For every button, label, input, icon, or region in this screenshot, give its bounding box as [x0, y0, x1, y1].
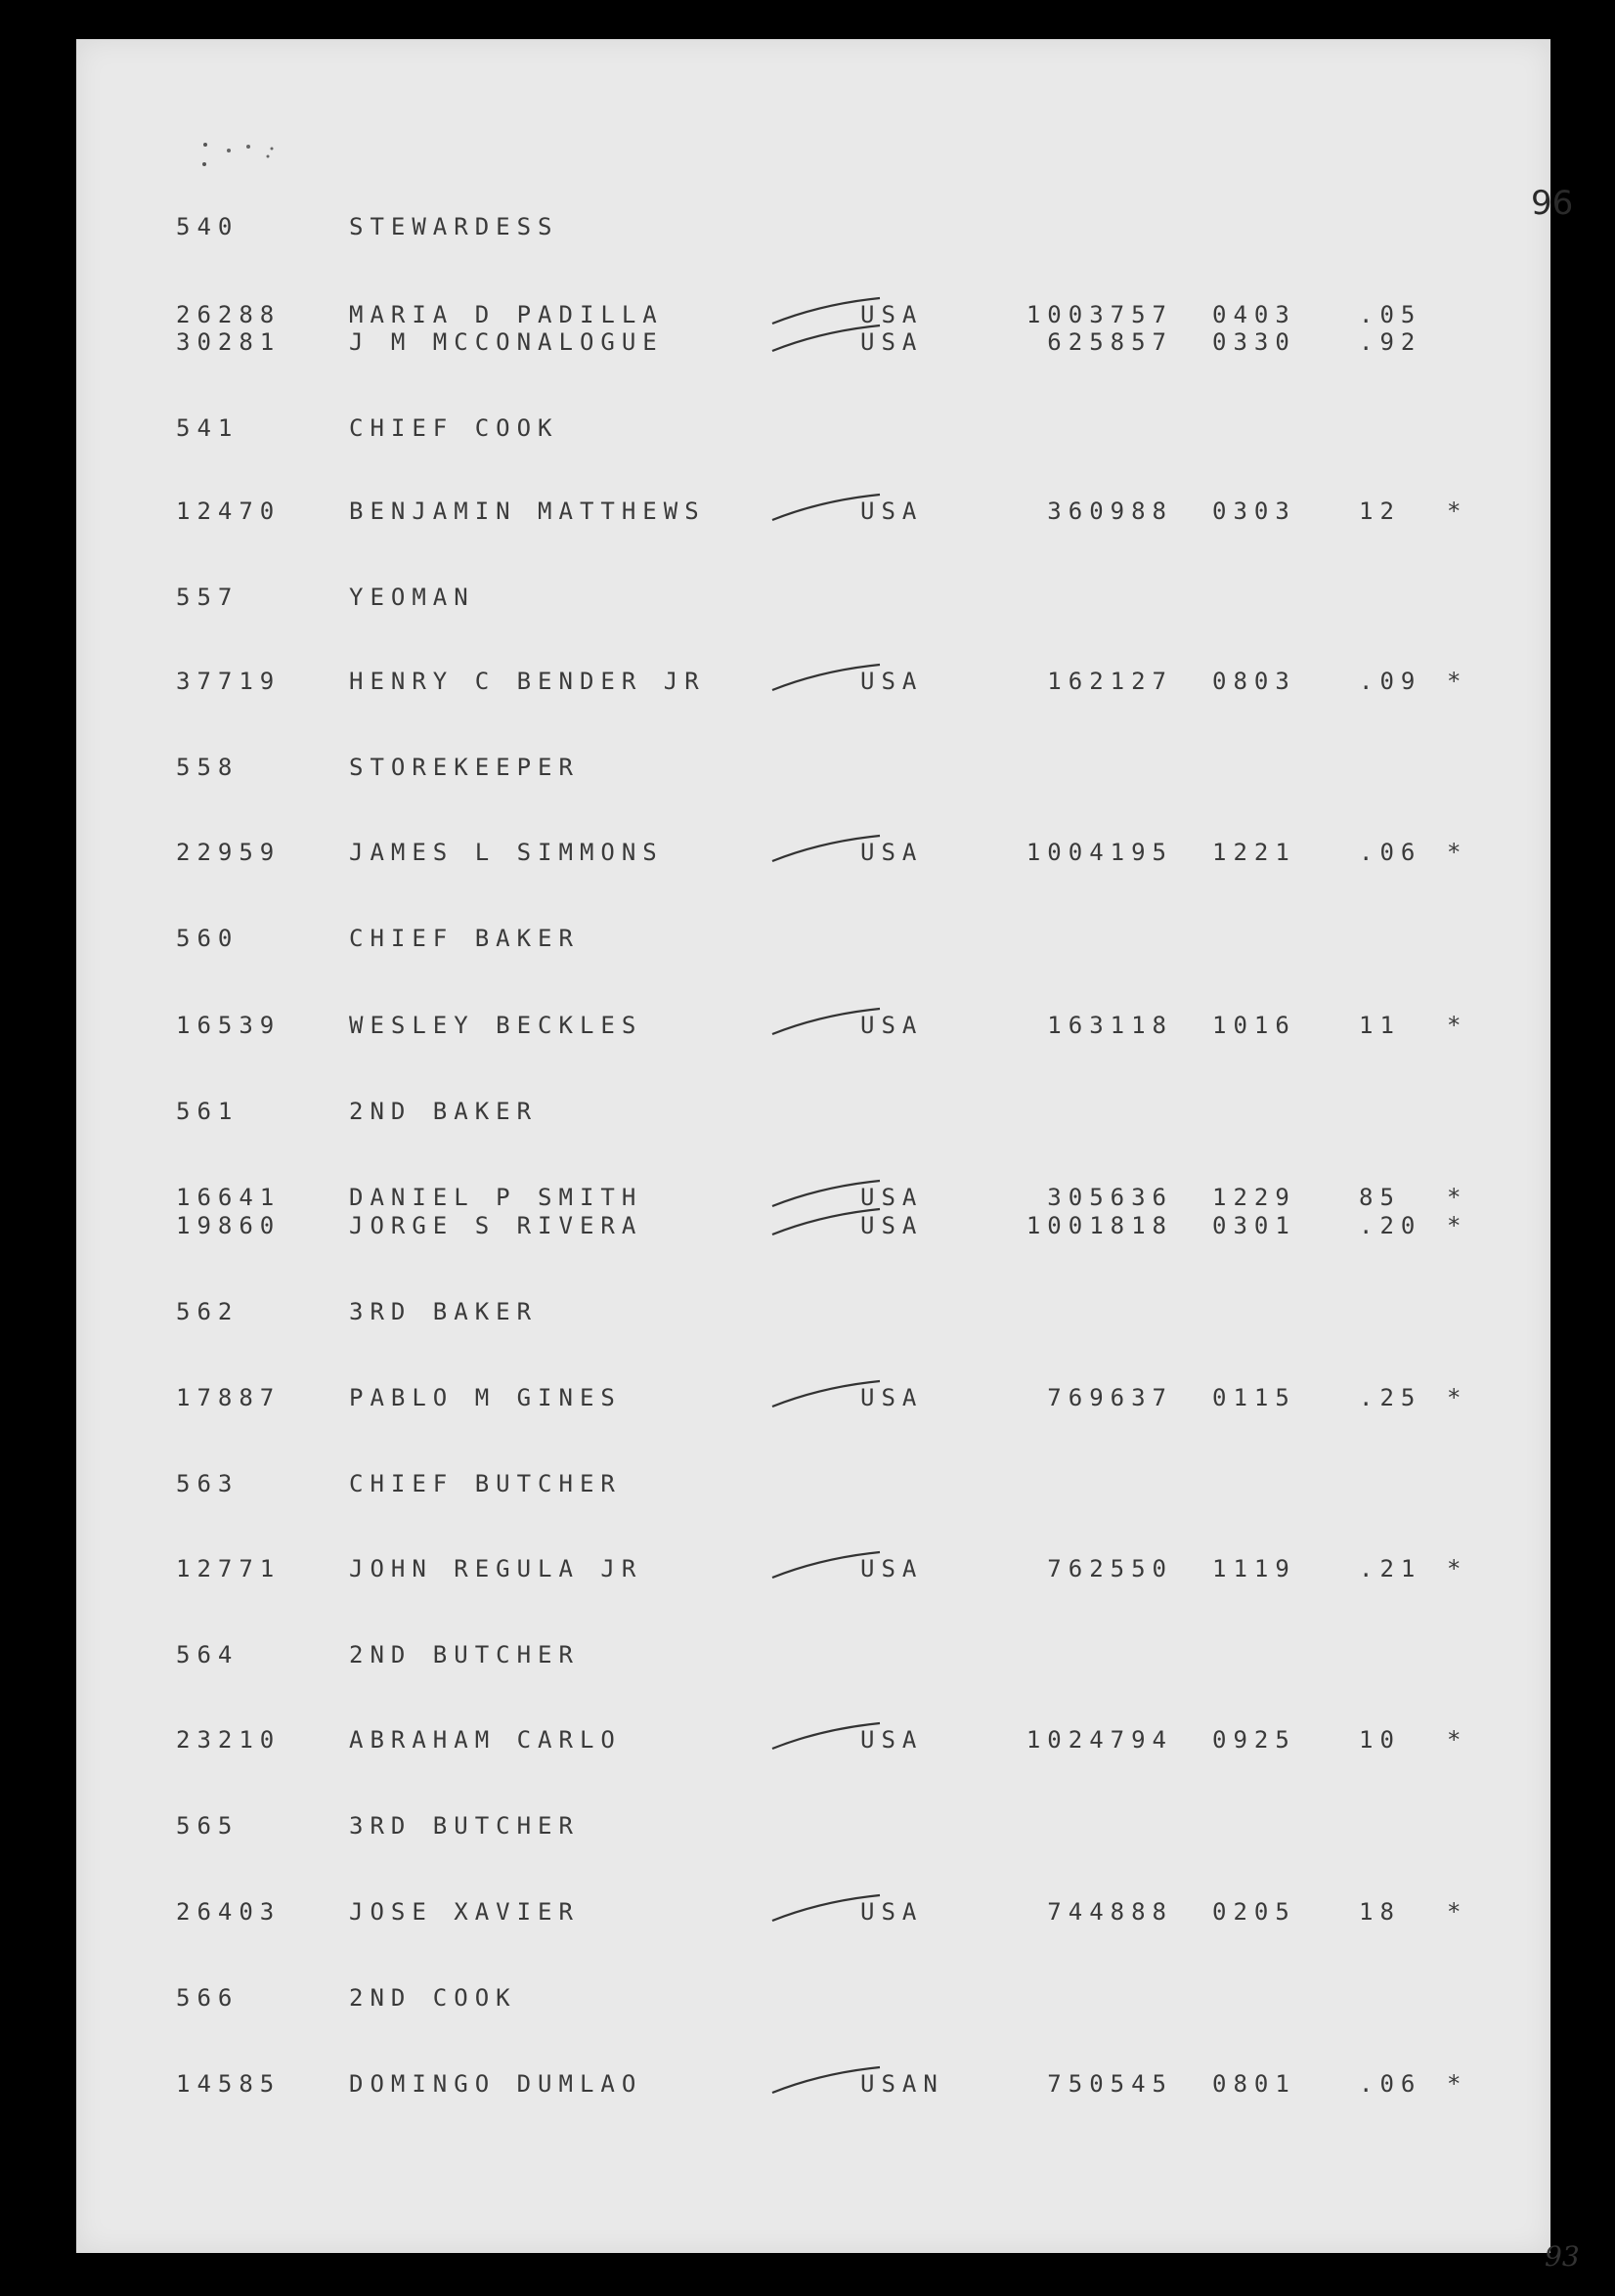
- document-number: 1004195: [1026, 839, 1173, 866]
- nationality: USA: [860, 839, 924, 866]
- amount: .09: [1359, 668, 1422, 695]
- position-code: 566: [176, 1984, 240, 2012]
- position-heading: [176, 212, 1486, 241]
- date-code: 0301: [1212, 1212, 1296, 1239]
- position-code: 557: [176, 584, 240, 611]
- crew-number: 16641: [176, 1184, 282, 1211]
- nationality: USA: [860, 1726, 924, 1754]
- position-code: 558: [176, 754, 240, 781]
- position-title: 3RD BAKER: [349, 1298, 539, 1325]
- date-code: 0403: [1212, 301, 1296, 328]
- date-code: 0303: [1212, 498, 1296, 525]
- nationality: USA: [860, 498, 924, 525]
- date-code: 0925: [1212, 1726, 1296, 1754]
- crew-entry-row: [176, 838, 1486, 867]
- crew-name: HENRY C BENDER JR: [349, 668, 706, 695]
- date-code: 0801: [1212, 2070, 1296, 2098]
- amount: 18: [1359, 1898, 1401, 1926]
- document-number: 625857: [1047, 328, 1173, 356]
- position-title: STEWARDESS: [349, 213, 559, 240]
- position-heading: [176, 753, 1486, 782]
- crew-number: 22959: [176, 839, 282, 866]
- date-code: 1229: [1212, 1184, 1296, 1211]
- position-code: 563: [176, 1470, 240, 1497]
- amount: .92: [1359, 328, 1422, 356]
- crew-name: JOSE XAVIER: [349, 1898, 580, 1926]
- crew-number: 19860: [176, 1212, 282, 1239]
- nationality: USA: [860, 668, 924, 695]
- nationality: USA: [860, 1898, 924, 1926]
- crew-name: J M MCCONALOGUE: [349, 328, 664, 356]
- asterisk-mark: *: [1447, 1726, 1468, 1754]
- crew-entry-row: [176, 1011, 1486, 1040]
- date-code: 1119: [1212, 1555, 1296, 1582]
- date-code: 1221: [1212, 839, 1296, 866]
- crew-number: 14585: [176, 2070, 282, 2098]
- scan-specks: [201, 137, 280, 176]
- crew-name: BENJAMIN MATTHEWS: [349, 498, 706, 525]
- date-code: 0330: [1212, 328, 1296, 356]
- amount: 85: [1359, 1184, 1401, 1211]
- crew-number: 26403: [176, 1898, 282, 1926]
- crew-number: 37719: [176, 668, 282, 695]
- asterisk-mark: *: [1447, 2070, 1468, 2098]
- date-code: 0115: [1212, 1384, 1296, 1411]
- position-title: CHIEF BUTCHER: [349, 1470, 622, 1497]
- position-title: 2ND COOK: [349, 1984, 517, 2012]
- crew-entry-row: [176, 2069, 1486, 2099]
- amount: .06: [1359, 839, 1422, 866]
- asterisk-mark: *: [1447, 1012, 1468, 1039]
- position-code: 565: [176, 1812, 240, 1840]
- document-number: 769637: [1047, 1384, 1173, 1411]
- crew-number: 16539: [176, 1012, 282, 1039]
- document-number: 305636: [1047, 1184, 1173, 1211]
- date-code: 0803: [1212, 668, 1296, 695]
- crew-number: 26288: [176, 301, 282, 328]
- position-heading: [176, 413, 1486, 443]
- position-title: STOREKEEPER: [349, 754, 580, 781]
- crew-number: 12470: [176, 498, 282, 525]
- document-number: 762550: [1047, 1555, 1173, 1582]
- document-number: 162127: [1047, 668, 1173, 695]
- crew-entry-row: [176, 1211, 1486, 1240]
- crew-entry-row: [176, 1725, 1486, 1754]
- position-heading: [176, 1983, 1486, 2013]
- asterisk-mark: *: [1447, 1212, 1468, 1239]
- crew-name: WESLEY BECKLES: [349, 1012, 643, 1039]
- nationality: USA: [860, 1555, 924, 1582]
- document-number: 1001818: [1026, 1212, 1173, 1239]
- position-heading: [176, 1297, 1486, 1326]
- position-heading: [176, 924, 1486, 953]
- position-code: 540: [176, 213, 240, 240]
- position-heading: [176, 1097, 1486, 1126]
- amount: .06: [1359, 2070, 1422, 2098]
- asterisk-mark: *: [1447, 839, 1468, 866]
- asterisk-mark: *: [1447, 498, 1468, 525]
- crew-name: MARIA D PADILLA: [349, 301, 664, 328]
- position-title: 2ND BAKER: [349, 1098, 539, 1125]
- document-number: 1003757: [1026, 301, 1173, 328]
- nationality: USA: [860, 1212, 924, 1239]
- position-code: 561: [176, 1098, 240, 1125]
- crew-entry-row: [176, 300, 1486, 329]
- nationality: USA: [860, 1384, 924, 1411]
- crew-entry-row: [176, 667, 1486, 696]
- document-number: 360988: [1047, 498, 1173, 525]
- position-heading: [176, 1811, 1486, 1841]
- crew-name: JORGE S RIVERA: [349, 1212, 643, 1239]
- crew-number: 30281: [176, 328, 282, 356]
- position-title: YEOMAN: [349, 584, 475, 611]
- asterisk-mark: *: [1447, 1555, 1468, 1582]
- handwritten-page-number: 93: [1545, 2240, 1580, 2273]
- date-code: 1016: [1212, 1012, 1296, 1039]
- amount: 12: [1359, 498, 1401, 525]
- crew-name: DANIEL P SMITH: [349, 1184, 643, 1211]
- crew-name: ABRAHAM CARLO: [349, 1726, 622, 1754]
- crew-entry-row: [176, 327, 1486, 357]
- amount: .21: [1359, 1555, 1422, 1582]
- nationality: USA: [860, 1184, 924, 1211]
- asterisk-mark: *: [1447, 1184, 1468, 1211]
- amount: 11: [1359, 1012, 1401, 1039]
- crew-number: 12771: [176, 1555, 282, 1582]
- position-heading: [176, 1469, 1486, 1498]
- date-code: 0205: [1212, 1898, 1296, 1926]
- document-number: 163118: [1047, 1012, 1173, 1039]
- amount: .25: [1359, 1384, 1422, 1411]
- document-number: 750545: [1047, 2070, 1173, 2098]
- position-code: 562: [176, 1298, 240, 1325]
- document-number: 744888: [1047, 1898, 1173, 1926]
- nationality: USA: [860, 328, 924, 356]
- crew-number: 23210: [176, 1726, 282, 1754]
- amount: .05: [1359, 301, 1422, 328]
- position-title: CHIEF COOK: [349, 414, 559, 442]
- crew-name: DOMINGO DUMLAO: [349, 2070, 643, 2098]
- nationality: USA: [860, 301, 924, 328]
- nationality: USAN: [860, 2070, 944, 2098]
- asterisk-mark: *: [1447, 1384, 1468, 1411]
- crew-name: PABLO M GINES: [349, 1384, 622, 1411]
- page-number: 96: [1531, 184, 1574, 223]
- position-title: 2ND BUTCHER: [349, 1641, 580, 1668]
- position-title: CHIEF BAKER: [349, 925, 580, 952]
- nationality: USA: [860, 1012, 924, 1039]
- crew-name: JAMES L SIMMONS: [349, 839, 664, 866]
- crew-entry-row: [176, 1897, 1486, 1927]
- amount: .20: [1359, 1212, 1422, 1239]
- crew-name: JOHN REGULA JR: [349, 1555, 643, 1582]
- document-number: 1024794: [1026, 1726, 1173, 1754]
- position-heading: [176, 583, 1486, 612]
- crew-entry-row: [176, 1554, 1486, 1583]
- crew-entry-row: [176, 497, 1486, 526]
- crew-number: 17887: [176, 1384, 282, 1411]
- position-code: 564: [176, 1641, 240, 1668]
- asterisk-mark: *: [1447, 668, 1468, 695]
- document-page: [76, 39, 1580, 2273]
- amount: 10: [1359, 1726, 1401, 1754]
- position-code: 560: [176, 925, 240, 952]
- crew-entry-row: [176, 1183, 1486, 1212]
- position-heading: [176, 1640, 1486, 1669]
- asterisk-mark: *: [1447, 1898, 1468, 1926]
- position-code: 541: [176, 414, 240, 442]
- crew-entry-row: [176, 1383, 1486, 1412]
- position-title: 3RD BUTCHER: [349, 1812, 580, 1840]
